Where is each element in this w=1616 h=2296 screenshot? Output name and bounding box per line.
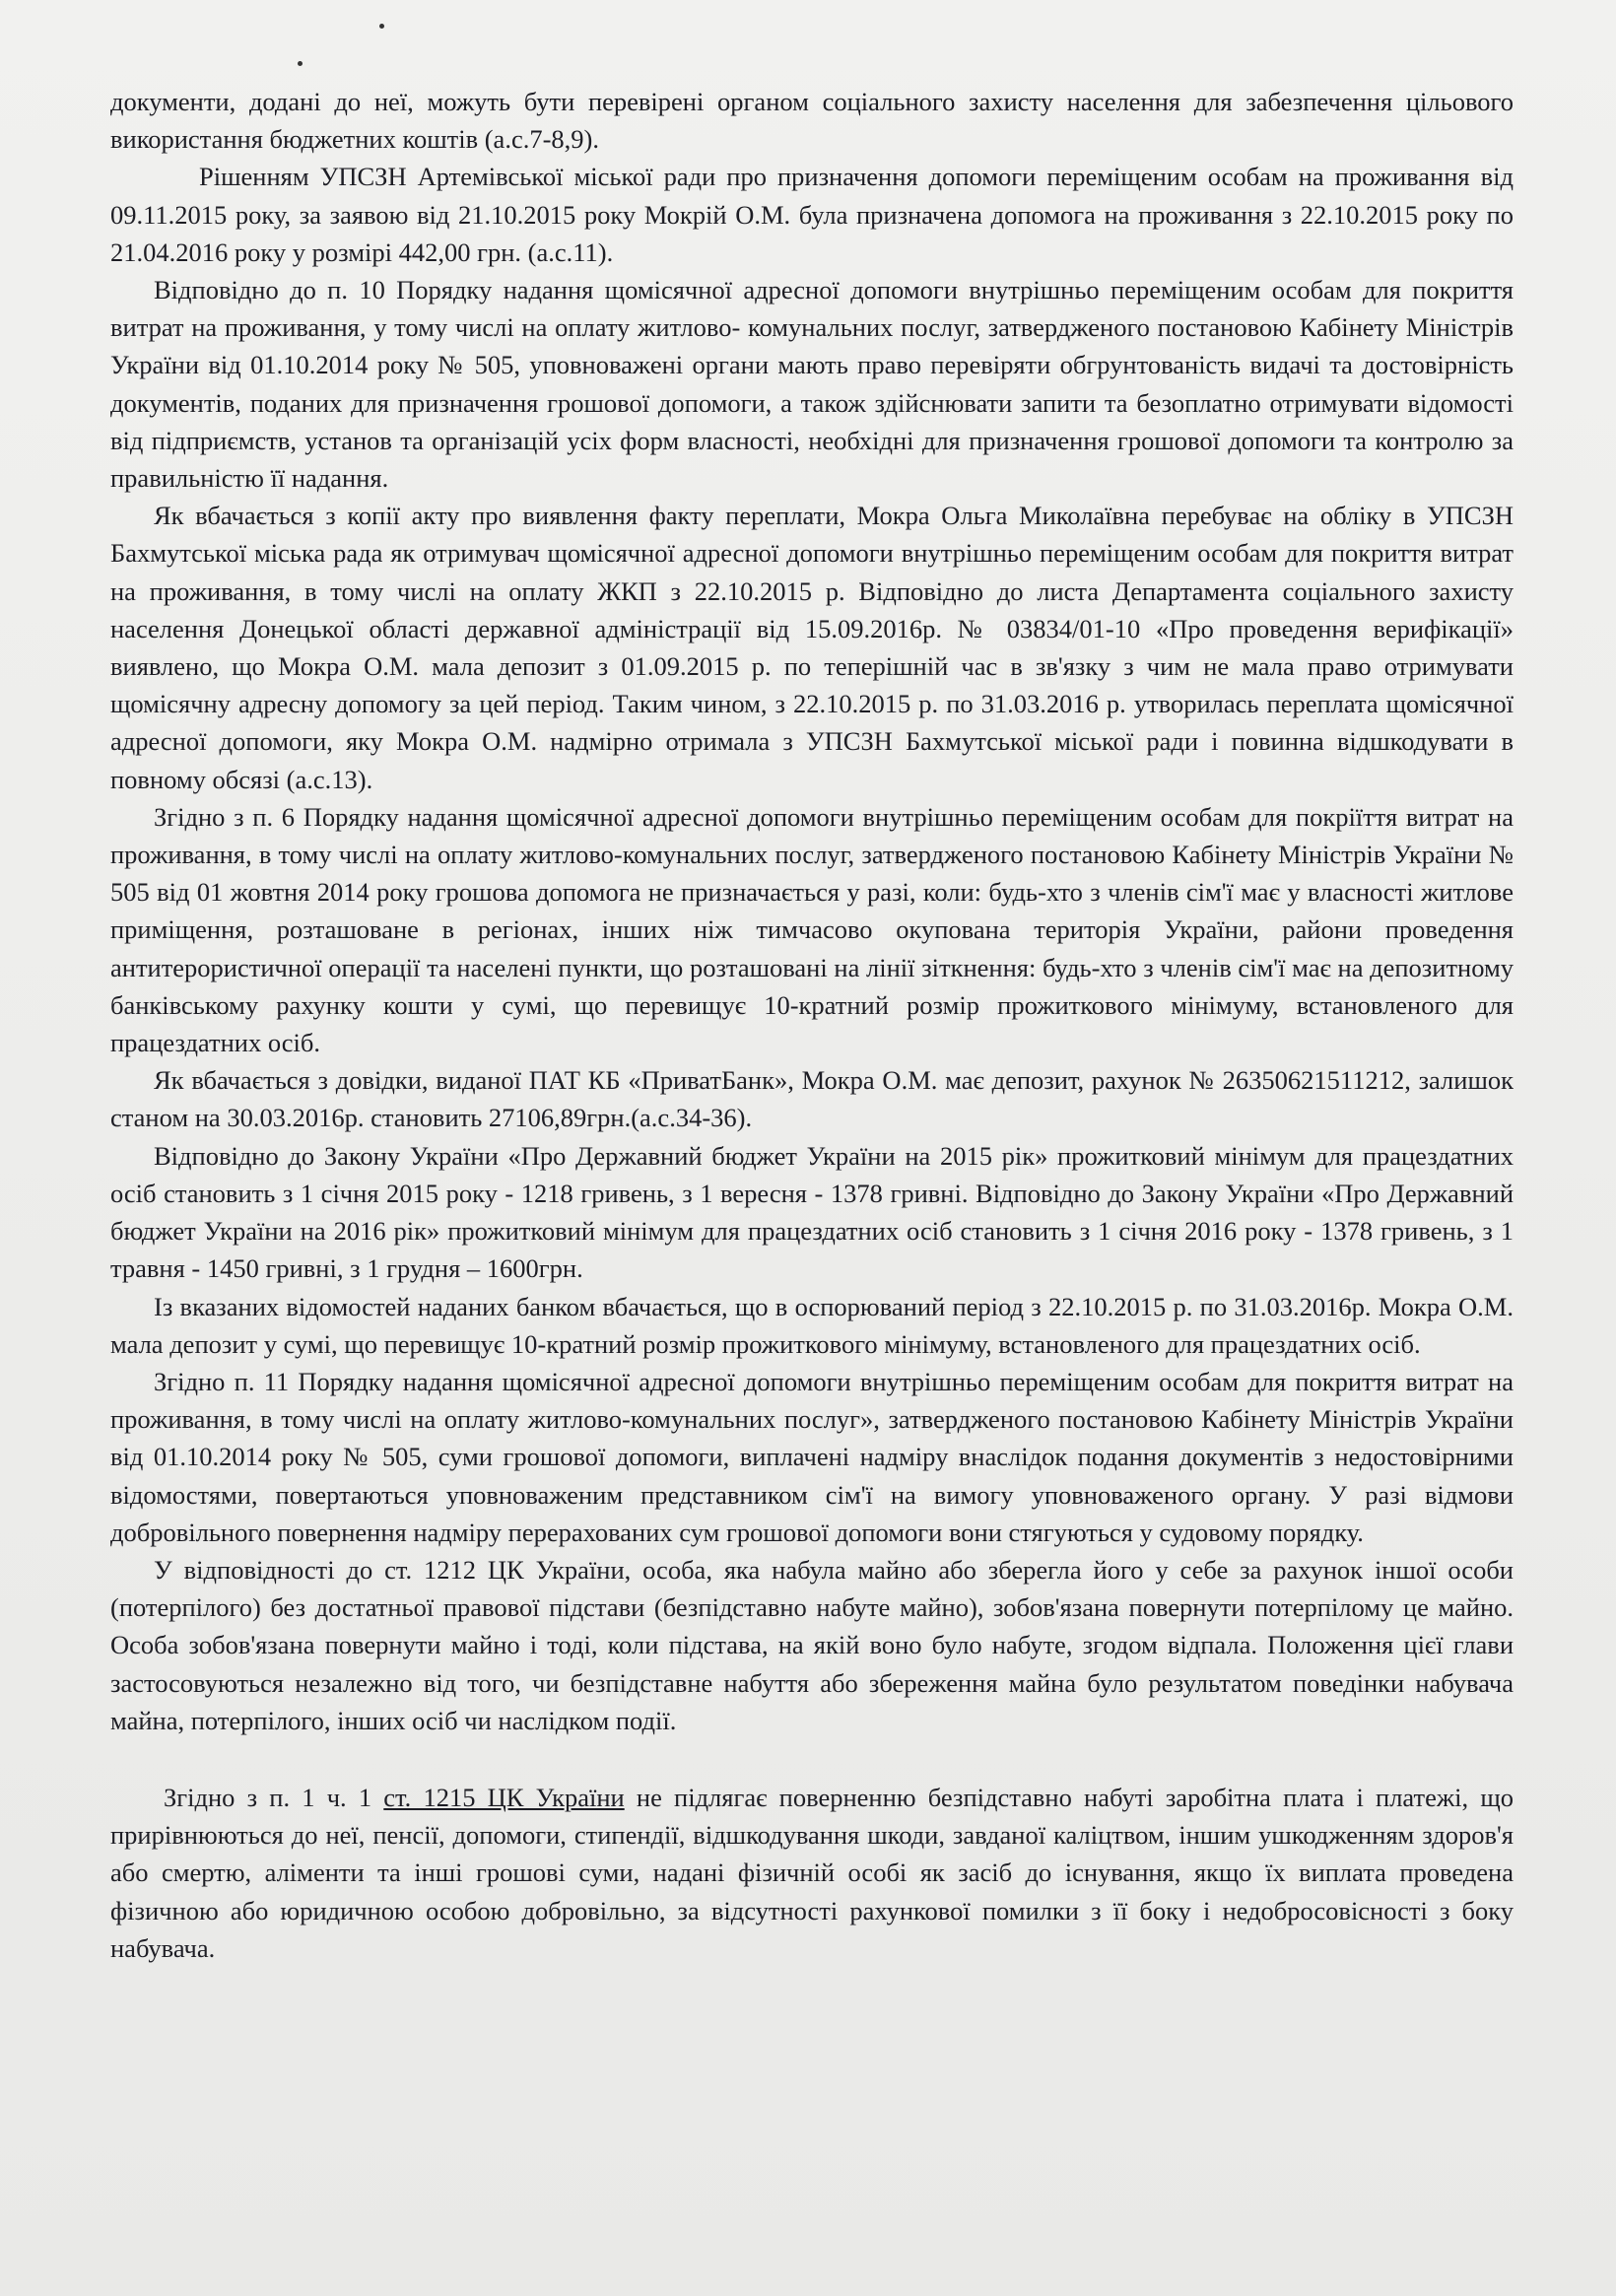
article-1215-link[interactable]: ст. 1215 ЦК України xyxy=(383,1782,625,1812)
document-body xyxy=(110,83,1514,1967)
paragraph-11 xyxy=(110,1779,1514,1967)
paragraph-11-start: Згідно з п. 1 ч. 1 xyxy=(164,1782,384,1812)
paragraph-10: У відповідності до ст. 1212 ЦК України, особа, яка набула майно або зберегла його у себе за рахунок іншої особи (потерпілого) без достатньої правової підстави (безпідставно набуте майно), зобов'язана повернути потерпілому це майно. Особа зобов'язана повернути майно і тоді, коли підстава, на якій воно було набуте, згодом відпала. Положення цієї глави застосовуються незалежно від того, чи безпідставне набуття або збереження майна було результатом поведінки набувача майна, потерпілого, інших осіб чи наслідком події. xyxy=(110,1554,1514,1735)
ink-speck xyxy=(379,24,384,29)
paragraph-11-end: не підлягає поверненню безпідставно набуті заробітна плата і платежі, що прирівнюються до неї, пенсії, допомоги, стипендії, відшкодування шкоди, завданої каліцтвом, іншим ушкодженням здоров'я або смертю, аліменти та інші грошові суми, надані фізичній особі як засіб до існування, якщо їх виплата проведена фізичною або юридичною особою добровільно, за відсутності рахункової помилки з її боку і недобросовісності з боку набувача. xyxy=(110,1782,1514,1963)
ink-speck xyxy=(298,61,303,66)
paragraph-5: Згідно з п. 6 Порядку надання щомісячної адресної допомоги внутрішньо переміщеним особам для покріїття витрат на проживання, в тому числі на оплату житлово-комунальних послуг, затвердженого постановою Кабінету Міністрів України № 505 від 01 жовтня 2014 року грошова допомога не призначається у разі, коли: будь-хто з членів сім'ї має у власності житлове приміщення, розташоване в регіонах, інших ніж тимчасово окупована територія України, райони проведення антитерористичної операції та населені пункти, що розташовані на лінії зіткнення: будь-хто з членів сім'ї має на депозитному банківському рахунку кошти у сумі, що перевищує 10-кратний розмір прожиткового мінімуму, встановленого для працездатних осіб. xyxy=(110,801,1514,1058)
paragraph-6: Як вбачається з довідки, виданої ПАТ КБ «ПриватБанк», Мокра О.М. має депозит, рахунок № 26350621511212, залишок станом на 30.03.2016р. становить 27106,89грн.(а.с.34-36). xyxy=(110,1065,1514,1133)
paragraph-8: Із вказаних відомостей наданих банком вбачається, що в оспорюваний період з 22.10.2015 р. по 31.03.2016р. Мокра О.М. мала депозит у сумі, що перевищує 10-кратний розмір прожиткового мінімуму, встановленого для працездатних осіб. xyxy=(110,1291,1514,1359)
paragraph-2: Рішенням УПСЗН Артемівської міської ради про призначення допомоги переміщеним особам на проживання від 09.11.2015 року, за заявою від 21.10.2015 року Мокрій О.М. була призначена допомога на проживання з 22.10.2015 року по 21.04.2016 року у розмірі 442,00 грн. (а.с.11). xyxy=(110,162,1514,267)
paragraph-9: Згідно п. 11 Порядку надання щомісячної адресної допомоги внутрішньо переміщеним особам для покриття витрат на проживання, в тому числі на оплату житлово-комунальних послуг», затвердженого постановою Кабінету Міністрів України від 01.10.2014 року № 505, суми грошової допомоги, виплачені надміру внаслідок подання документів з недостовірними відомостями, повертаються уповноваженим представником сім'ї на вимогу уповноваженого органу. У разі відмови добровільного повернення надміру перерахованих сум грошової допомоги вони стягуються у судовому порядку. xyxy=(110,1366,1514,1547)
paragraph-7: Відповідно до Закону України «Про Державний бюджет України на 2015 рік» прожитковий мінімум для працездатних осіб становить з 1 січня 2015 року - 1218 гривень, з 1 вересня - 1378 гривні. Відповідно до Закону України «Про Державний бюджет України на 2016 рік» прожитковий мінімум для працездатних осіб становить з 1 січня 2016 року - 1378 гривень, з 1 травня - 1450 гривні, з 1 грудня – 1600грн. xyxy=(110,1140,1514,1284)
paragraph-4: Як вбачається з копії акту про виявлення факту переплати, Мокра Ольга Миколаївна перебуває на обліку в УПСЗН Бахмутської міська рада як отримувач щомісячної адресної допомоги внутрішньо переміщеним особам для покриття витрат на проживання, в тому числі на оплату ЖКП з 22.10.2015 р. Відповідно до листа Департамента соціального захисту населення Донецької області державної адміністрації від 15.09.2016р. № 03834/01-10 «Про проведення верифікації» виявлено, що Мокра О.М. мала депозит з 01.09.2015 р. по теперішній час в зв'язку з чим не мала право отримувати щомісячну адресну допомогу за цей період. Таким чином, з 22.10.2015 р. по 31.03.2016 р. утворилась переплата щомісячної адресної допомоги, яку Мокра О.М. надмірно отримала з УПСЗН Бахмутської міської ради і повинна відшкодувати в повному обсязі (а.с.13). xyxy=(110,501,1514,794)
paragraph-1: документи, додані до неї, можуть бути перевірені органом соціального захисту населення для забезпечення цільового використання бюджетних коштів (а.с.7-8,9). xyxy=(110,87,1514,155)
paragraph-3: Відповідно до п. 10 Порядку надання щомісячної адресної допомоги внутрішньо переміщеним особам для покриття витрат на проживання, у тому числі на оплату житлово- комунальних послуг, затвердженого постановою Кабінету Міністрів України від 01.10.2014 року № 505, уповноважені органи мають право перевіряти обгрунтованість видачі та достовірність документів, поданих для призначення грошової допомоги, а також здійснювати запити та безоплатно отримувати відомості від підприємств, установ та організацій усіх форм власності, необхідні для призначення грошової допомоги та контролю за правильністю її надання. xyxy=(110,275,1514,494)
